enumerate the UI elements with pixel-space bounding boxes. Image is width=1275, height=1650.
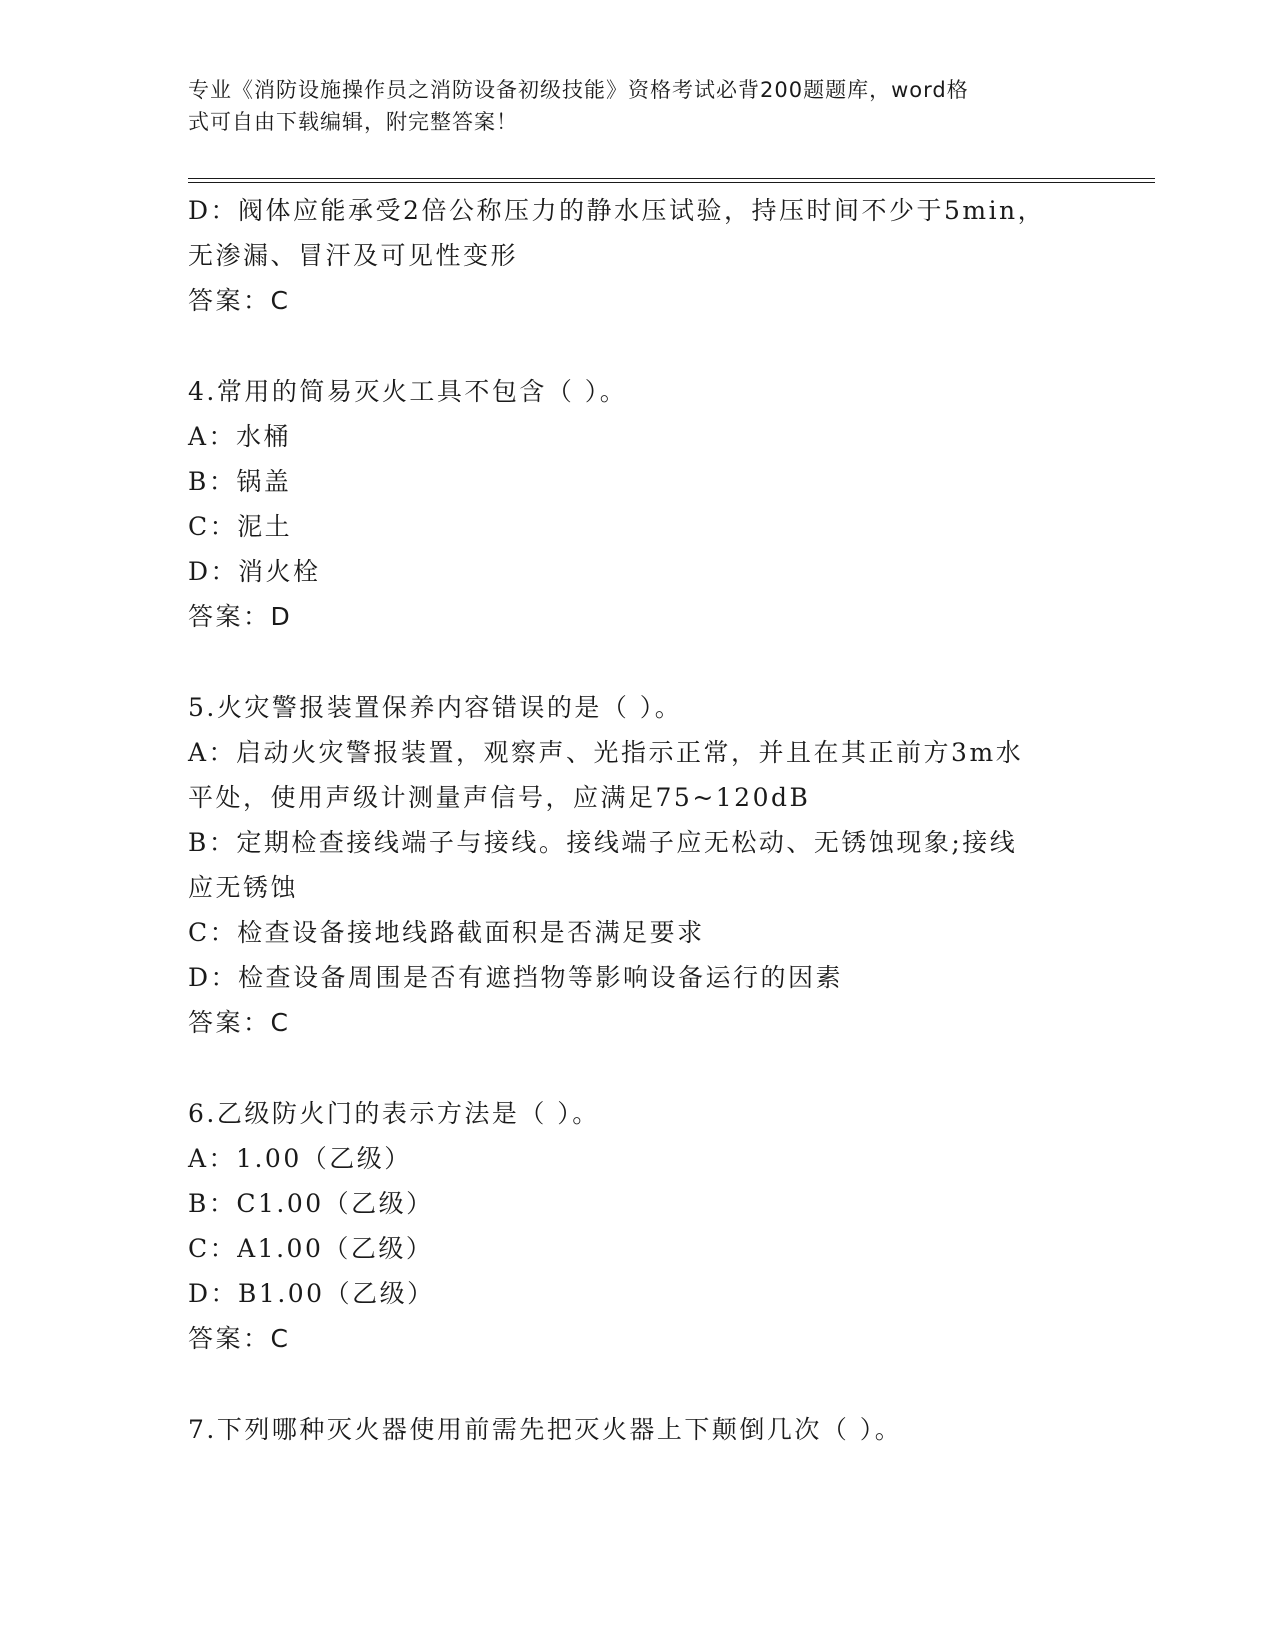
question-content	[188, 188, 1068, 1452]
option-a: A：1.00（乙级）	[188, 1144, 412, 1173]
header-divider-bottom	[188, 182, 1155, 183]
option-c: C：泥土	[188, 512, 293, 541]
spacer	[188, 1361, 1068, 1407]
option-d-line-1: D：阀体应能承受2倍公称压力的静水压试验，持压时间不少于5min，	[188, 196, 1046, 225]
question-stem: 7.下列哪种灭火器使用前需先把灭火器上下颠倒几次（ ）。	[188, 1415, 903, 1444]
question-6	[188, 1091, 1068, 1361]
option-b: B：C1.00（乙级）	[188, 1189, 434, 1218]
answer: 答案：C	[188, 286, 291, 315]
question-4	[188, 369, 1068, 639]
option-c: C：检查设备接地线路截面积是否满足要求	[188, 918, 705, 947]
option-a-line-1: A：启动火灾警报装置，观察声、光指示正常，并且在其正前方3m水	[188, 738, 1024, 767]
page-header	[188, 74, 1068, 138]
spacer	[188, 1045, 1068, 1091]
question-stem: 4.常用的简易灭火工具不包含（ ）。	[188, 377, 628, 406]
header-line-2: 式可自由下载编辑，附完整答案！	[188, 110, 518, 134]
option-c: C：A1.00（乙级）	[188, 1234, 434, 1263]
question-stem: 5.火灾警报装置保养内容错误的是（ ）。	[188, 693, 683, 722]
header-line-1: 专业《消防设施操作员之消防设备初级技能》资格考试必背200题题库，word格	[188, 78, 969, 102]
answer: 答案：C	[188, 1008, 291, 1037]
question-stem: 6.乙级防火门的表示方法是（ ）。	[188, 1099, 600, 1128]
answer: 答案：C	[188, 1324, 291, 1353]
option-b-line-1: B：定期检查接线端子与接线。接线端子应无松动、无锈蚀现象;接线	[188, 828, 1018, 857]
header-divider-top	[188, 178, 1155, 179]
question-3-tail	[188, 188, 1068, 323]
option-b: B：锅盖	[188, 467, 292, 496]
spacer	[188, 323, 1068, 369]
option-d: D：检查设备周围是否有遮挡物等影响设备运行的因素	[188, 963, 844, 992]
question-5	[188, 685, 1068, 1045]
option-b-line-2: 应无锈蚀	[188, 873, 299, 902]
answer: 答案：D	[188, 602, 293, 631]
question-7	[188, 1407, 1068, 1452]
option-d-line-2: 无渗漏、冒汗及可见性变形	[188, 241, 519, 270]
option-a-line-2: 平处，使用声级计测量声信号，应满足75~120dB	[188, 783, 811, 812]
spacer	[188, 639, 1068, 685]
option-d: D：消火栓	[188, 557, 321, 586]
option-d: D：B1.00（乙级）	[188, 1279, 435, 1308]
option-a: A：水桶	[188, 422, 292, 451]
